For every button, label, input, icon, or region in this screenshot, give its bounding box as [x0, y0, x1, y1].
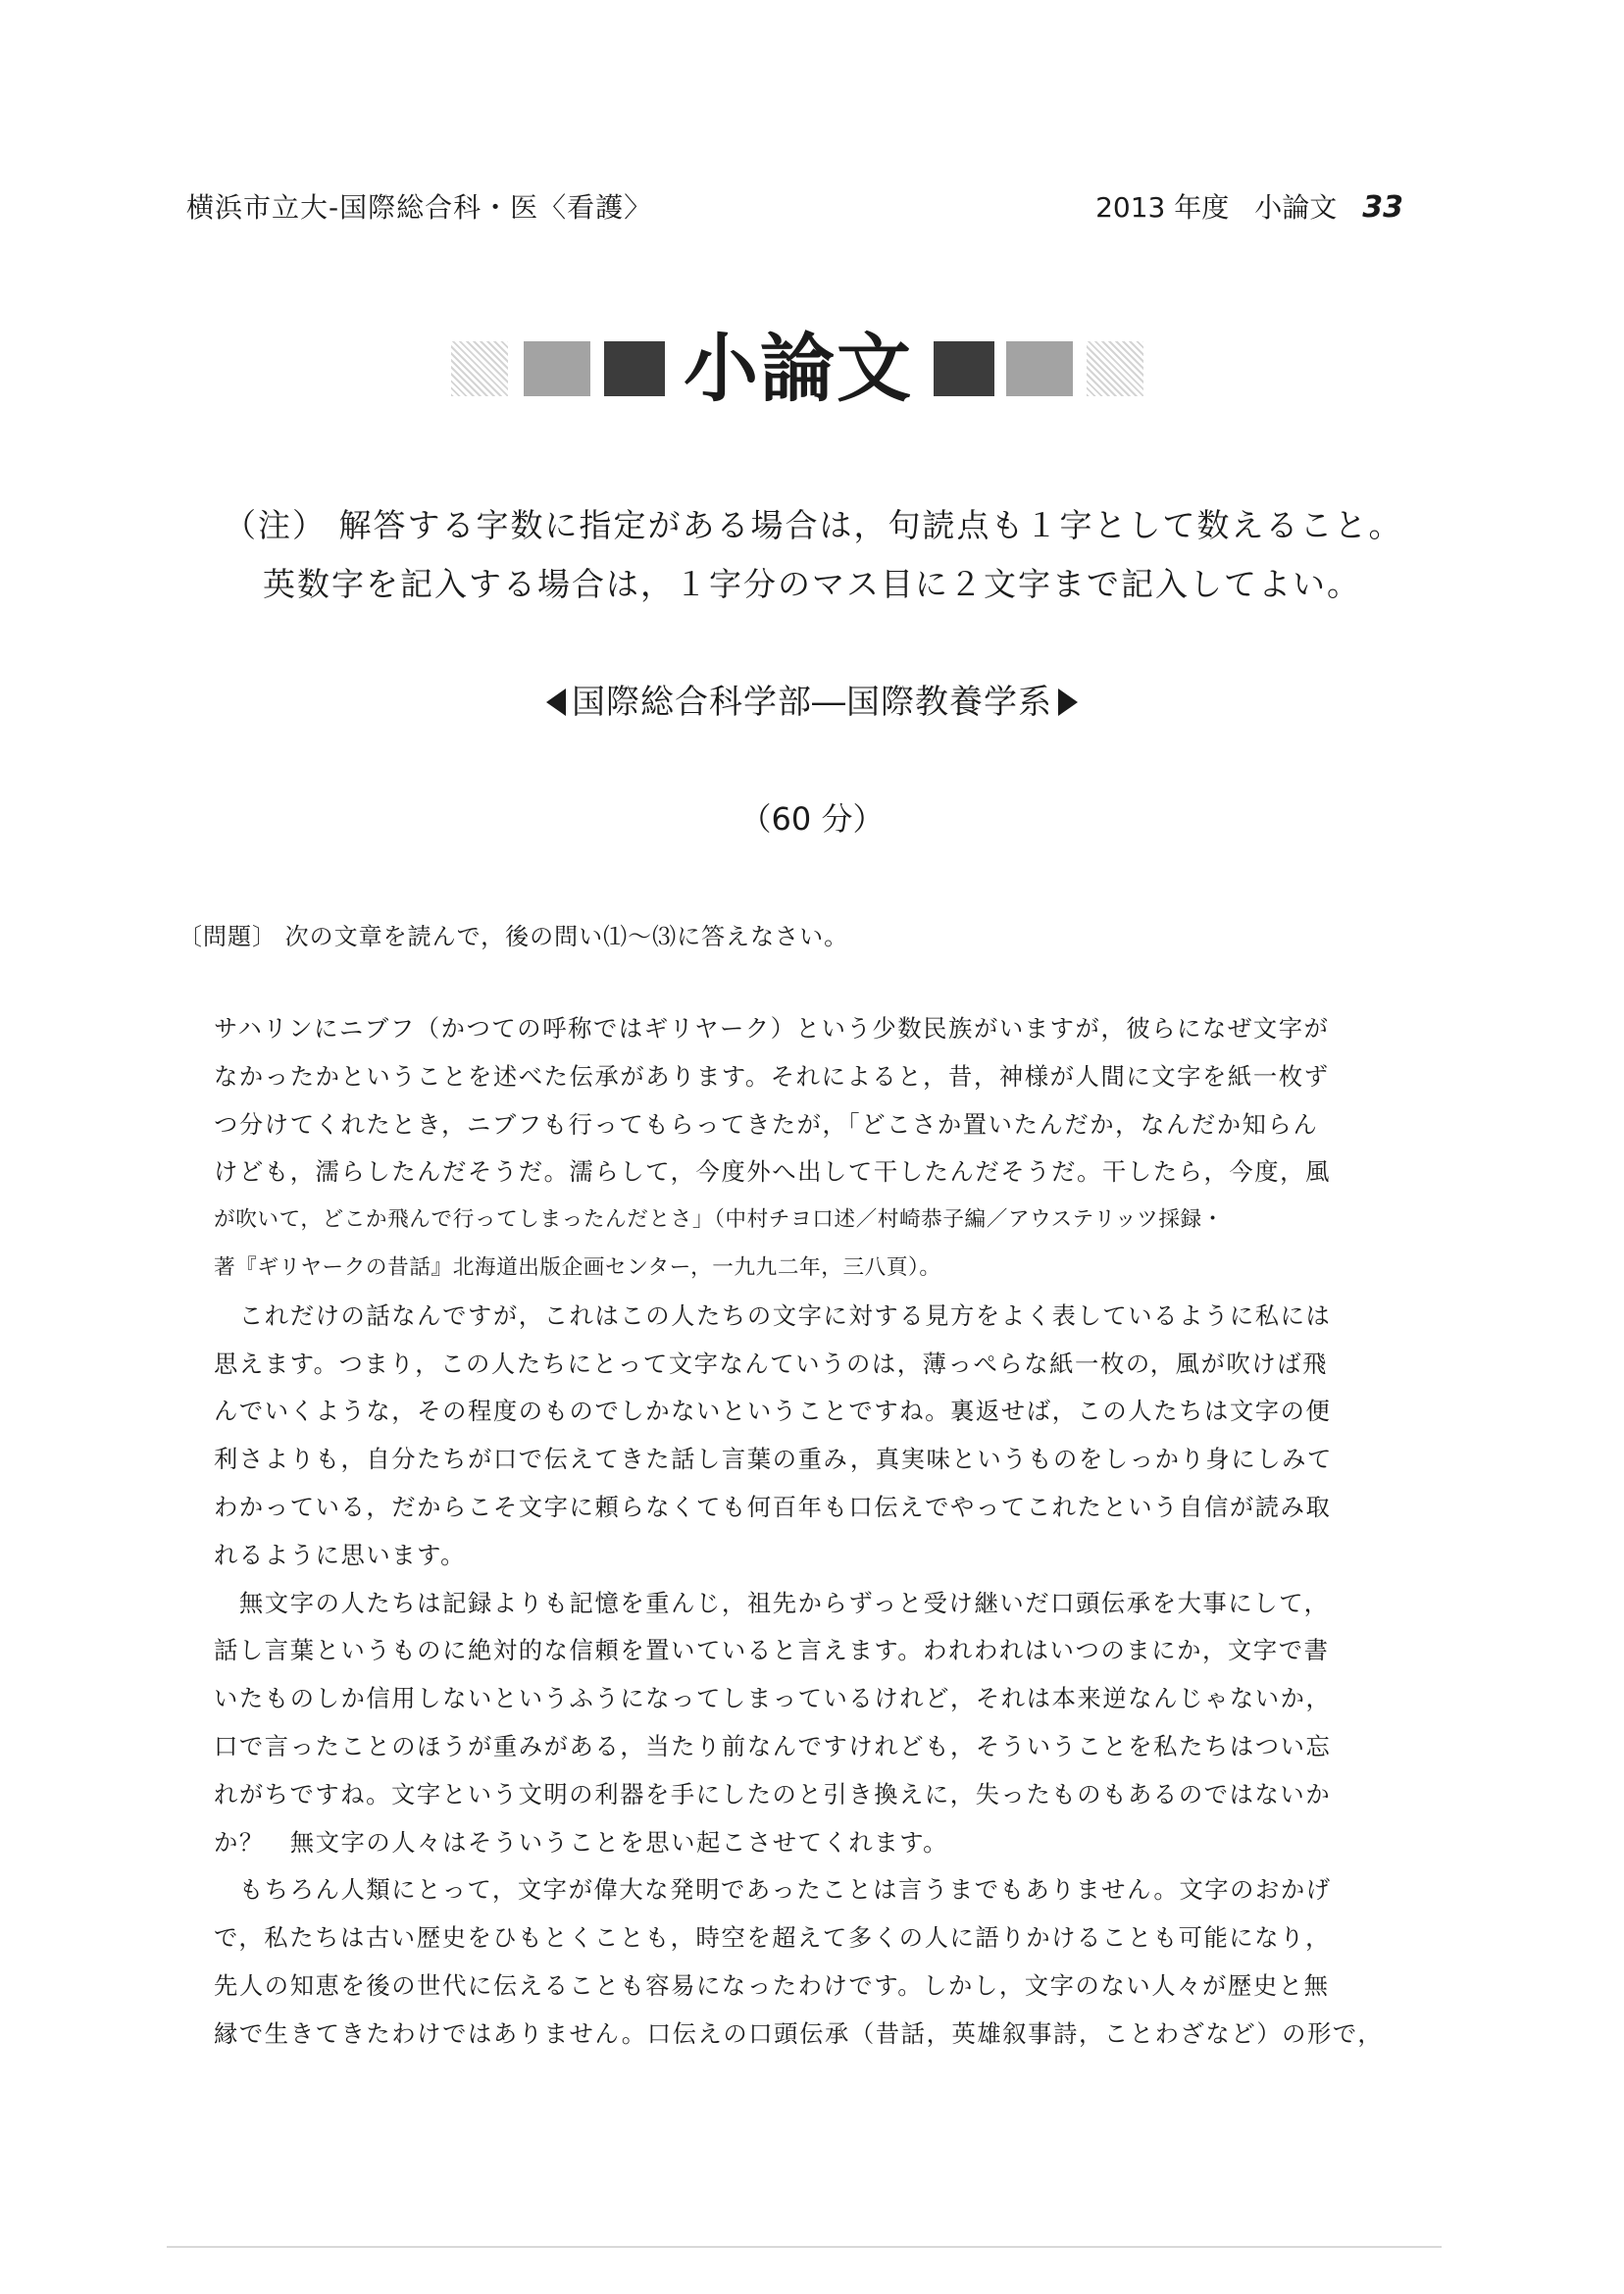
triangle-left-icon: [546, 688, 566, 716]
passage-line: 先人の知恵を後の世代に伝えることも容易になったわけです。しかし，文字のない人々が歴史と無: [214, 1970, 1330, 2000]
time-limit: （60 分）: [739, 800, 885, 838]
passage-line: もちろん人類にとって，文字が偉大な発明であったことは言うまでもありません。文字のおかげ: [214, 1875, 1332, 1905]
passage-line: 口で言ったことのほうが重みがある，当たり前なんですけれども，そういうことを私たちはつい忘: [214, 1731, 1332, 1760]
running-header-subject: 小論文: [1254, 191, 1338, 224]
banner-block-dotted-left: [451, 341, 508, 396]
passage-line: 縁で生きてきたわけではありません。口伝えの口頭伝承（昔話，英雄叙事詩，ことわざなど）の形で，: [214, 2018, 1384, 2048]
passage-line: れがちですね。文字という文明の利器を手にしたのと引き換えに，失ったものもあるのではないか: [214, 1779, 1332, 1809]
question-prompt: 〔問題〕 次の文章を読んで，後の問い⑴〜⑶に答えなさい。: [178, 923, 849, 950]
passage-line: か？ 無文字の人々はそういうことを思い起こさせてくれます。: [214, 1827, 949, 1857]
passage-line: 利さよりも，自分たちが口で伝えてきた話し言葉の重み，真実味というものをしっかり身にしみて: [214, 1445, 1333, 1474]
banner-block-dark-left: [604, 341, 665, 396]
note-line-1: （注） 解答する字数に指定がある場合は，句読点も１字として数えること。: [224, 506, 1403, 544]
passage-line: が吹いて，どこか飛んで行ってしまったんだとさ」（中村チヨ口述／村崎恭子編／アウステリッツ採録・: [214, 1207, 1224, 1233]
passage-line: で，私たちは古い歴史をひもとくことも，時空を超えて多くの人に語りかけることも可能になり，: [214, 1923, 1331, 1953]
banner-block-dark-right: [934, 341, 994, 396]
passage-body: [214, 1005, 1412, 2059]
passage-line: 思えます。つまり，この人たちにとって文字なんていうのは，薄っぺらな紙一枚の，風が吹けば飛: [214, 1349, 1329, 1378]
passage-line: けども，濡らしたんだそうだ。濡らして，今度外へ出して干したんだそうだ。干したら，今度，風: [214, 1157, 1331, 1187]
running-header-school: 横浜市立大-国際総合科・医〈看護〉: [186, 191, 653, 224]
passage-line: これだけの話なんですが，これはこの人たちの文字に対する見方をよく表しているように私には: [214, 1300, 1332, 1330]
passage-line: サハリンにニブフ（かつての呼称ではギリヤーク）という少数民族がいますが，彼らになぜ文字が: [214, 1014, 1330, 1043]
passage-line: わかっている，だからこそ文字に頼らなくても何百年も口伝えでやってこれたという自信が読み取: [214, 1492, 1332, 1521]
passage-line: 無文字の人たちは記録よりも記憶を重んじ，祖先からずっと受け継いだ口頭伝承を大事にして，: [214, 1588, 1330, 1617]
page-title: 小論文: [684, 325, 913, 412]
title-banner: [431, 324, 1177, 414]
section-heading-text: 国際総合科学部―国際教養学系: [572, 683, 1052, 722]
triangle-right-icon: [1058, 688, 1078, 716]
running-header-year: 2013 年度: [1095, 191, 1230, 224]
passage-line: 著『ギリヤークの昔話』北海道出版企画センター，一九九二年，三八頁）。: [214, 1254, 941, 1280]
note-line-2: 英数字を記入する場合は，１字分のマス目に２文字まで記入してよい。: [263, 565, 1361, 603]
running-header-right: [1095, 186, 1403, 226]
passage-line: いたものしか信用しないというふうになってしまっているけれど，それは本来逆なんじゃないか，: [214, 1684, 1332, 1713]
banner-block-gray-left: [524, 341, 590, 396]
passage-line: なかったかということを述べた伝承があります。それによると，昔，神様が人間に文字を紙一枚ず: [214, 1061, 1330, 1091]
banner-block-gray-right: [1006, 341, 1073, 396]
passage-line: んでいくような，その程度のものでしかないということですね。裏返せば，この人たちは文字の便: [214, 1397, 1332, 1426]
passage-line: つ分けてくれたとき，ニブフも行ってもらってきたが，「どこさか置いたんだか，なんだか知らん: [214, 1109, 1319, 1139]
section-heading: [0, 675, 1624, 723]
banner-block-dotted-right: [1087, 341, 1143, 396]
scan-edge-line: [167, 2246, 1442, 2248]
passage-line: 話し言葉というものに絶対的な信頼を置いていると言えます。われわれはいつのまにか，文字で書: [214, 1636, 1330, 1665]
passage-line: れるように思います。: [214, 1540, 467, 1569]
page-number: 33: [1362, 190, 1403, 225]
